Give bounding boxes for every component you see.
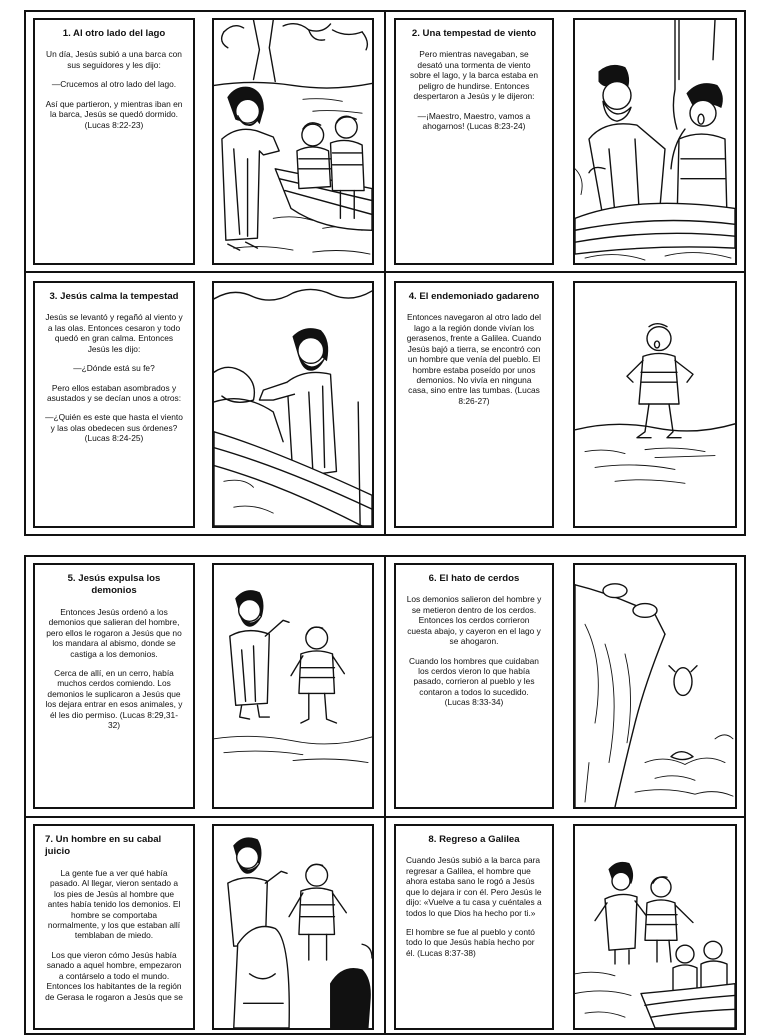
story-card-4-illustration [573,281,737,528]
possessed-man-standing-illustration [575,283,735,526]
story-card-3-title: 3. Jesús calma la tempestad [49,291,179,302]
story-card-7-title: 7. Un hombre en su cabal juicio [45,834,162,858]
story-card-8-paragraph-2: El hombre se fue al pueblo y contó todo lo que Jesús había hecho por él. (Lucas 8:37-38) [406,927,535,958]
story-card-3-paragraph-3: Pero ellos estaban asombrados y asustados y se decían unos a otros: [46,382,182,403]
story-card-2-text [394,18,554,265]
story-card-7-paragraph-1: La gente fue a ver qué había pasado. Al llegar, vieron sentado a los pies de Jesús al hombre que antes había tenido los demonios. El hombre se comportaba normalmente, y los que estaban allí temblaban de miedo. [47,867,181,941]
story-card-5-paragraph-1: Entonces Jesús ordenó a los demonios que salieran del hombre, pero ellos le rogaron a Jesús que no los mandara al abismo, donde se castiga a los demonios. [46,606,182,659]
story-card-1-paragraph-3: Así que partieron, y mientras iban en la barca, Jesús se quedó dormido. (Lucas 8:22-23) [45,98,183,130]
townspeople-see-healed-man-illustration [214,826,372,1028]
story-card-7-illustration [212,824,374,1030]
sheet-top-horizontal-divider [24,271,746,273]
story-card-3-paragraph-1: Jesús se levantó y regañó al viento y a las olas. Entonces cesaron y todo quedó en gran calma. Entonces Jesús les dijo: [45,312,183,354]
story-card-4-text [394,281,554,528]
jesus-and-disciples-at-boat-illustration [214,20,372,263]
jesus-commands-demons-illustration [214,565,372,807]
story-card-1-paragraph-1: Un día, Jesús subió a una barca con sus seguidores y les dijo: [46,49,182,70]
story-card-3-paragraph-2: —¿Dónde está su fe? [73,363,155,374]
story-card-2-paragraph-1: Pero mientras navegaban, se desató una tormenta de viento sobre el lago, y la barca estaba en peligro de hundirse. Entonces despertaron a Jesús y le dijeron: [409,49,539,102]
story-card-4-title: 4. El endemoniado gadareno [408,291,540,302]
story-card-5-paragraph-2: Cerca de allí, en un cerro, había muchos cerdos comiendo. Los demonios le suplicaron a Jesús que los dejara entrar en esos animales, y él les dio permiso. (Lucas 8:29,31-32) [45,668,183,731]
story-card-4-paragraph-1: Entonces navegaron al otro lado del lago a la región donde vivían los gerasenos, frente a Galilea. Cuando Jesús bajó a tierra, se encontró con un hombre que venía del pueblo. El hombre estaba poseído por unos demonios. No vivía en ninguna casa, sino entre las tumbas. (Lucas 8:26-27) [406,312,542,406]
story-card-2-illustration [573,18,737,265]
story-card-1-paragraph-2: —Crucemos al otro lado del lago. [51,79,177,90]
story-card-2-title: 2. Una tempestad de viento [411,28,537,39]
jesus-sends-man-home-illustration [575,826,735,1028]
sheet-bottom-vertical-divider [384,555,386,1035]
story-card-8-illustration [573,824,737,1030]
story-card-5-title: 5. Jesús expulsa los demonios [67,573,161,597]
story-card-3-text [33,281,195,528]
story-card-6-illustration [573,563,737,809]
story-card-7-paragraph-2: Los que vieron cómo Jesús había sanado a aquel hombre, empezaron a contárselo a todo el mundo. Entonces los habitantes de la región de Gerasa le rogaron a Jesús que se [45,949,183,1002]
sheet-bottom-horizontal-divider [24,816,746,818]
story-card-5-illustration [212,563,374,809]
story-card-1-title: 1. Al otro lado del lago [62,28,166,39]
story-card-1-text [33,18,195,265]
story-card-3-illustration [212,281,374,528]
story-card-5-text [33,563,195,809]
story-card-6-paragraph-2: Cuando los hombres que cuidaban los cerdos vieron lo que había pasado, corrieron al pueblo y les contaron a todos lo sucedido. (Lucas 8:33-34) [409,655,539,708]
pigs-falling-from-cliff-illustration [575,565,735,807]
story-card-6-paragraph-1: Los demonios salieron del hombre y se metieron dentro de los cerdos. Entonces los cerdos corrieron cuesta abajo, y cayeron en el lago y se ahogaron. [406,594,542,647]
sheet-top-vertical-divider [384,10,386,536]
story-card-2-paragraph-2: —¡Maestro, Maestro, vamos a ahogarnos! (Lucas 8:23-24) [417,110,531,131]
story-card-8-title: 8. Regreso a Galilea [428,834,520,845]
story-card-1-illustration [212,18,374,265]
disciples-waking-jesus-in-storm-illustration [575,20,735,263]
story-card-6-title: 6. El hato de cerdos [428,573,520,584]
story-card-7-text [33,824,195,1030]
story-card-8-paragraph-1: Cuando Jesús subió a la barca para regresar a Galilea, el hombre que ahora estaba sano le rogó a Jesús que lo dejara ir con él. Pero Jesús le dijo: «Vuelve a tu casa y cuéntales a todos lo que Dios ha hecho por ti.» [406,855,542,918]
story-card-8-text [394,824,554,1030]
story-card-3-paragraph-4: —¿Quién es este que hasta el viento y las olas obedecen sus órdenes? (Lucas 8:24-25) [45,412,183,444]
story-card-6-text [394,563,554,809]
jesus-calming-waves-illustration [214,283,372,526]
